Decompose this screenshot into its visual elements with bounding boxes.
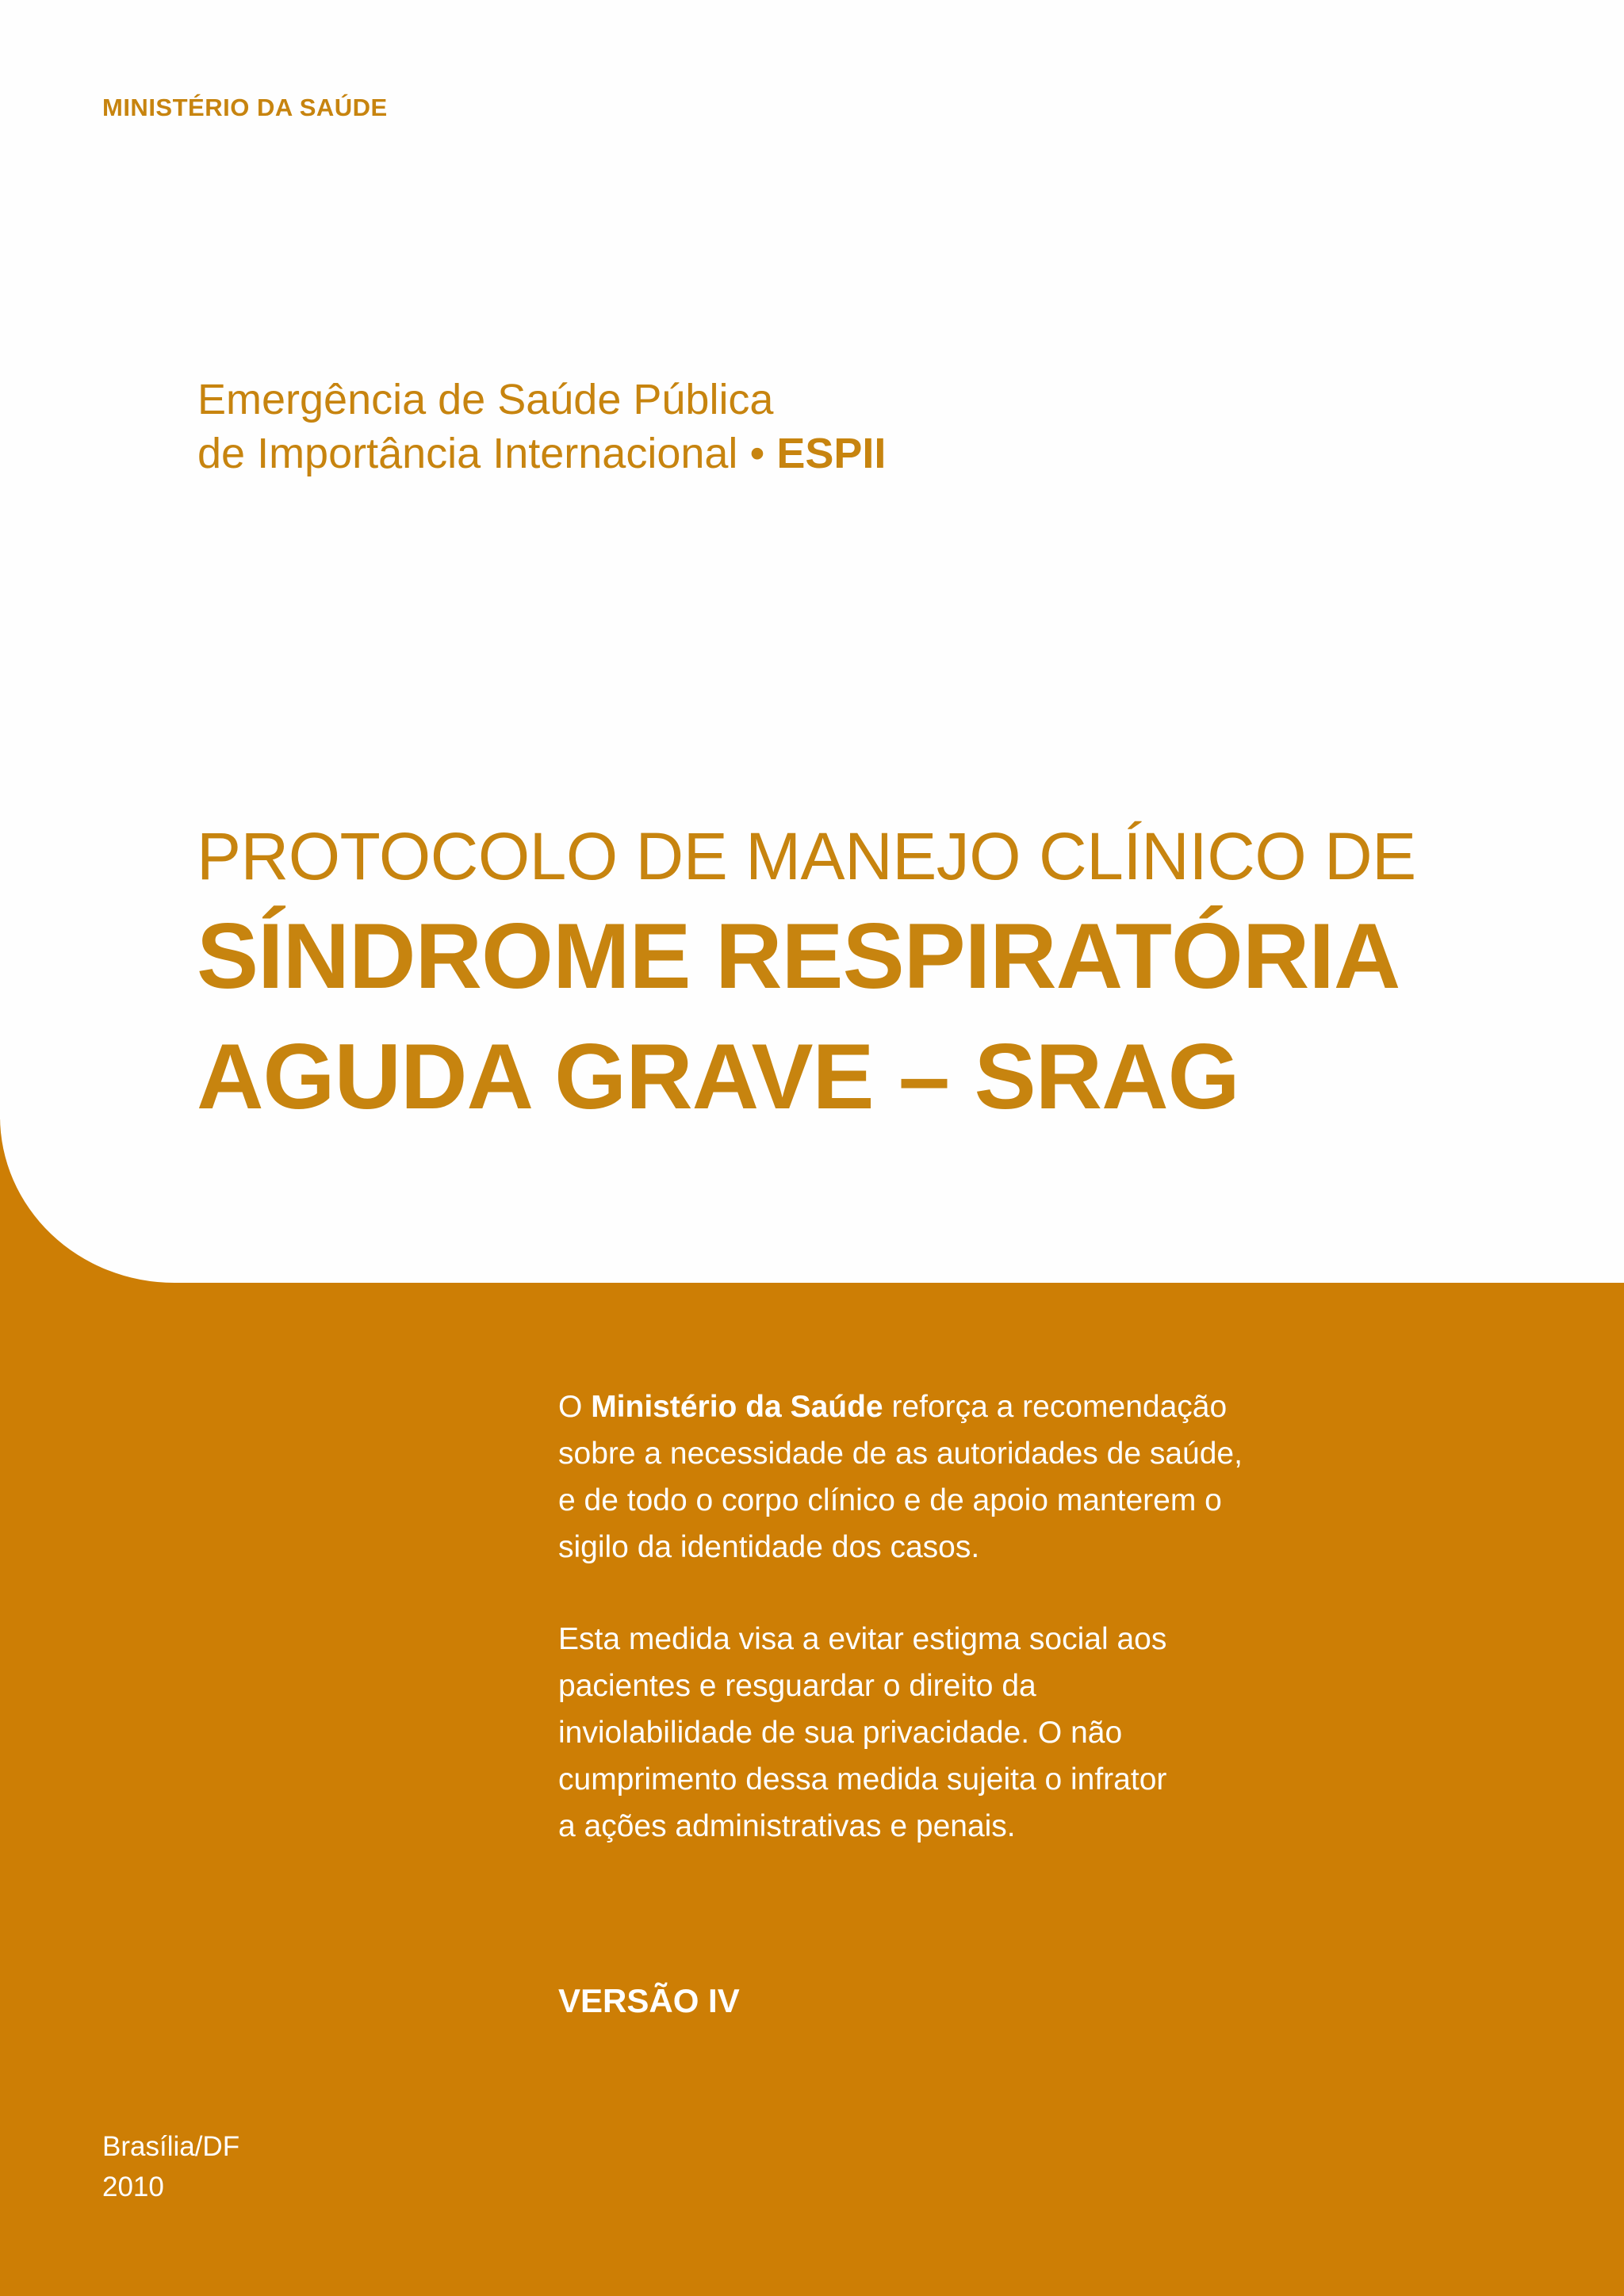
- espii-line2: [197, 427, 886, 480]
- espii-acronym: ESPII: [776, 430, 887, 477]
- espii-separator: •: [749, 430, 765, 477]
- confidentiality-notice: [558, 1383, 1320, 1850]
- document-title: [197, 817, 1416, 1137]
- notice-p1-line4: sigilo da identidade dos casos.: [558, 1530, 980, 1564]
- publication-place: Brasília/DF: [102, 2131, 240, 2162]
- title-line3: AGUDA GRAVE – SRAG: [197, 1024, 1239, 1128]
- title-line2: SÍNDROME RESPIRATÓRIA: [197, 904, 1400, 1008]
- notice-p1-line2: sobre a necessidade de as autoridades de saúde,: [558, 1437, 1243, 1471]
- ministry-label: MINISTÉRIO DA SAÚDE: [102, 94, 388, 121]
- title-line1: PROTOCOLO DE MANEJO CLÍNICO DE: [197, 819, 1416, 894]
- notice-p2-line1: Esta medida visa a evitar estigma social aos: [558, 1622, 1167, 1656]
- notice-p2-line3: inviolabilidade de sua privacidade. O não: [558, 1716, 1123, 1750]
- espii-heading: [197, 373, 886, 480]
- notice-p1-line3: e de todo o corpo clínico e de apoio manterem o: [558, 1483, 1222, 1517]
- notice-p1-rest: reforça a recomendação: [891, 1390, 1228, 1424]
- notice-p2-line5: a ações administrativas e penais.: [558, 1809, 1016, 1843]
- notice-p2-line4: cumprimento dessa medida sujeita o infrator: [558, 1762, 1167, 1797]
- notice-paragraph-1: [558, 1383, 1320, 1571]
- publication-year: 2010: [102, 2172, 164, 2202]
- espii-line2-text: de Importância Internacional: [197, 430, 738, 477]
- espii-line1: Emergência de Saúde Pública: [197, 376, 774, 423]
- version-label: VERSÃO IV: [558, 1982, 740, 2019]
- notice-p2-line2: pacientes e resguardar o direito da: [558, 1669, 1036, 1703]
- notice-p1-prefix: O: [558, 1390, 583, 1424]
- notice-ministry-name: Ministério da Saúde: [591, 1390, 883, 1424]
- notice-paragraph-2: [558, 1616, 1320, 1850]
- publication-place-date: [102, 2126, 239, 2207]
